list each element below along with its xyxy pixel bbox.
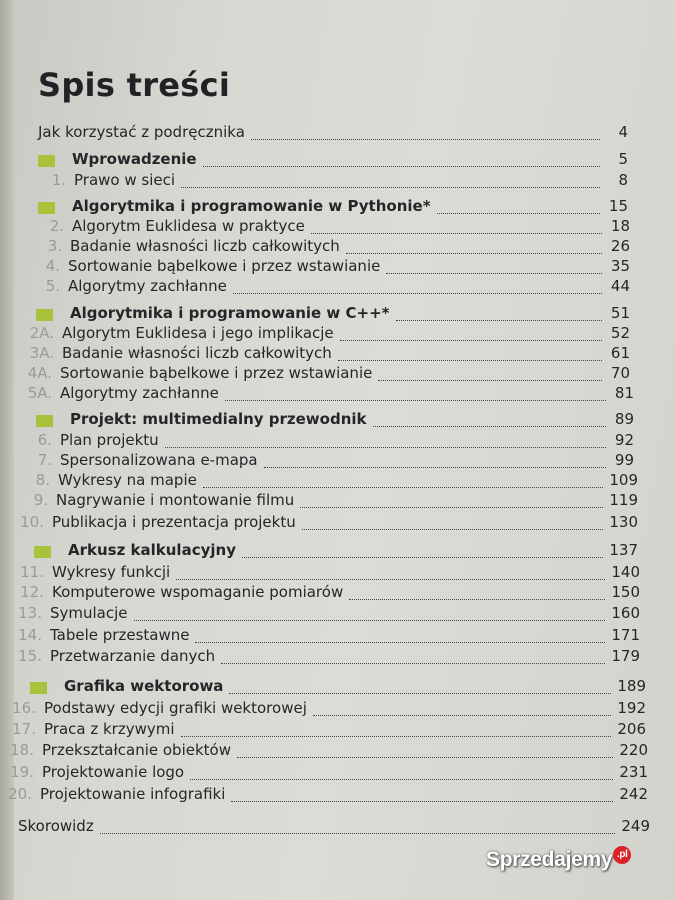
toc-section-row (30, 277, 630, 299)
entry-title: Wprowadzenie (72, 150, 197, 168)
section-number: 13. (18, 604, 42, 622)
dot-leader (134, 619, 606, 621)
entry-title: Komputerowe wspomaganie pomiarów (52, 583, 344, 601)
toc-section-row (18, 491, 638, 513)
dot-leader (340, 339, 602, 341)
page-number: 92 (614, 431, 634, 449)
toc-section-row (32, 237, 630, 259)
toc-section-row (30, 257, 630, 279)
dot-leader (378, 379, 602, 381)
dot-leader (251, 138, 600, 140)
section-number: 1. (51, 171, 66, 189)
page-number: 5 (618, 150, 628, 168)
toc-chapter-row (36, 304, 630, 326)
page-number: 61 (610, 344, 630, 362)
dot-leader (203, 165, 600, 167)
entry-title: Symulacje (50, 604, 128, 622)
entry-title: Projektowanie logo (42, 763, 185, 781)
section-number: 11. (20, 563, 44, 581)
toc-chapter-row (30, 677, 646, 699)
page-title: Spis treści (38, 66, 231, 104)
page-number: 109 (609, 471, 638, 489)
section-number: 18. (10, 741, 34, 759)
entry-title: Algorytmy zachłanne (60, 384, 219, 402)
section-number: 4. (45, 257, 60, 275)
page-number: 140 (611, 563, 640, 581)
page-number: 51 (610, 304, 630, 322)
entry-title: Sortowanie bąbelkowe i przez wstawianie (68, 257, 381, 275)
entry-title: Tabele przestawne (50, 626, 190, 644)
page-number: 35 (610, 257, 630, 275)
chapter-marker-square (34, 546, 51, 558)
page-number: 15 (608, 197, 628, 215)
toc-chapter-row (34, 541, 638, 563)
dot-leader (225, 399, 606, 401)
entry-title: Grafika wektorowa (64, 677, 224, 695)
dot-leader (346, 252, 602, 254)
page-number: 52 (610, 324, 630, 342)
dot-leader (231, 800, 613, 802)
entry-title: Plan projektu (60, 431, 159, 449)
dot-leader (242, 556, 603, 558)
dot-leader (349, 598, 605, 600)
page-number: 137 (609, 541, 638, 559)
chapter-marker-square (38, 155, 55, 167)
entry-title: Publikacja i prezentacja projektu (52, 513, 296, 531)
entry-title: Przetwarzanie danych (50, 647, 216, 665)
page-number: 231 (619, 763, 648, 781)
section-number: 9. (33, 491, 48, 509)
entry-title: Sortowanie bąbelkowe i przez wstawianie (60, 364, 373, 382)
section-number: 4A. (27, 364, 52, 382)
toc-row (38, 123, 628, 145)
entry-title: Algorytmika i programowanie w Pythonie* (72, 197, 431, 215)
section-number: 17. (12, 720, 36, 738)
dot-leader (229, 692, 611, 694)
section-number: 10. (20, 513, 44, 531)
dot-leader (437, 212, 600, 214)
entry-title: Badanie własności liczb całkowitych (62, 344, 332, 362)
section-number: 7. (37, 451, 52, 469)
watermark-suffix: .pl (613, 846, 631, 864)
dot-leader (203, 486, 604, 488)
dot-leader (190, 778, 613, 780)
page-number: 171 (611, 626, 640, 644)
watermark-logo (486, 848, 631, 872)
page-number: 192 (617, 699, 646, 717)
toc-section-row (22, 384, 634, 406)
toc-section-row (14, 583, 640, 605)
section-number: 6. (37, 431, 52, 449)
dot-leader (165, 446, 606, 448)
entry-title: Algorytmika i programowanie w C++* (70, 304, 390, 322)
entry-title: Projekt: multimedialny przewodnik (70, 410, 367, 428)
toc-section-row (22, 451, 634, 473)
section-number: 19. (10, 763, 34, 781)
section-number: 16. (12, 699, 36, 717)
section-number: 12. (20, 583, 44, 601)
page-number: 8 (618, 171, 628, 189)
entry-title: Algorytmy zachłanne (68, 277, 227, 295)
chapter-marker-square (36, 309, 53, 321)
toc-section-row (24, 344, 630, 366)
page-number: 249 (621, 817, 650, 835)
entry-title: Skorowidz (18, 817, 94, 835)
page-number: 44 (610, 277, 630, 295)
entry-title: Prawo w sieci (74, 171, 176, 189)
entry-title: Jak korzystać z podręcznika (38, 123, 245, 141)
dot-leader (195, 641, 605, 643)
entry-title: Praca z krzywymi (44, 720, 175, 738)
dot-leader (338, 359, 602, 361)
page-number: 99 (614, 451, 634, 469)
toc-section-row (12, 604, 640, 626)
dot-leader (237, 756, 613, 758)
page-number: 89 (614, 410, 634, 428)
toc-section-row (34, 217, 630, 239)
toc-section-row (2, 785, 648, 807)
page-number: 119 (609, 491, 638, 509)
page-number: 220 (619, 741, 648, 759)
section-number: 2A. (29, 324, 54, 342)
dot-leader (373, 425, 607, 427)
dot-leader (313, 714, 612, 716)
page-number: 130 (609, 513, 638, 531)
dot-leader (311, 232, 602, 234)
toc-section-row (14, 513, 638, 535)
toc-section-row (4, 741, 648, 763)
page-number: 70 (610, 364, 630, 382)
section-number: 15. (18, 647, 42, 665)
dot-leader (302, 528, 604, 530)
section-number: 8. (35, 471, 50, 489)
entry-title: Wykresy na mapie (58, 471, 197, 489)
entry-title: Nagrywanie i montowanie filmu (56, 491, 295, 509)
toc-section-row (22, 431, 634, 453)
chapter-marker-square (36, 415, 53, 427)
toc-chapter-row (38, 197, 628, 219)
dot-leader (264, 466, 606, 468)
entry-title: Badanie własności liczb całkowitych (70, 237, 340, 255)
toc-section-row (12, 647, 640, 669)
dot-leader (181, 186, 600, 188)
dot-leader (176, 578, 605, 580)
page-number: 26 (610, 237, 630, 255)
entry-title: Przekształcanie obiektów (42, 741, 231, 759)
page-number: 242 (619, 785, 648, 803)
entry-title: Arkusz kalkulacyjny (68, 541, 236, 559)
section-number: 14. (18, 626, 42, 644)
page-number: 179 (611, 647, 640, 665)
toc-section-row (14, 563, 640, 585)
toc-chapter-row (36, 410, 634, 432)
toc-section-row (6, 720, 646, 742)
chapter-marker-square (38, 202, 55, 214)
toc-row (18, 817, 650, 839)
page-number: 150 (611, 583, 640, 601)
entry-title: Algorytm Euklidesa i jego implikacje (62, 324, 334, 342)
watermark-text: Sprzedajemy (486, 848, 613, 871)
section-number: 3. (47, 237, 62, 255)
toc-chapter-row (38, 150, 628, 172)
toc-section-row (4, 763, 648, 785)
page-number: 206 (617, 720, 646, 738)
dot-leader (221, 662, 605, 664)
entry-title: Wykresy funkcji (52, 563, 171, 581)
section-number: 3A. (29, 344, 54, 362)
section-number: 5A. (27, 384, 52, 402)
page-number: 189 (617, 677, 646, 695)
dot-leader (100, 832, 616, 834)
section-number: 5. (45, 277, 60, 295)
page-number: 18 (610, 217, 630, 235)
dot-leader (396, 319, 603, 321)
page-number: 160 (611, 604, 640, 622)
entry-title: Spersonalizowana e-mapa (60, 451, 258, 469)
toc-section-row (24, 324, 630, 346)
entry-title: Algorytm Euklidesa w praktyce (72, 217, 305, 235)
section-number: 20. (8, 785, 32, 803)
dot-leader (386, 272, 602, 274)
page-number: 4 (618, 123, 628, 141)
toc-section-row (6, 699, 646, 721)
chapter-marker-square (30, 682, 47, 694)
entry-title: Projektowanie infografiki (40, 785, 226, 803)
entry-title: Podstawy edycji grafiki wektorowej (44, 699, 307, 717)
toc-section-row (20, 471, 638, 493)
section-number: 2. (49, 217, 64, 235)
toc-section-row (36, 171, 628, 193)
toc-section-row (22, 364, 630, 386)
dot-leader (300, 506, 603, 508)
page-number: 81 (614, 384, 634, 402)
toc-section-row (12, 626, 640, 648)
dot-leader (181, 735, 612, 737)
dot-leader (233, 292, 602, 294)
